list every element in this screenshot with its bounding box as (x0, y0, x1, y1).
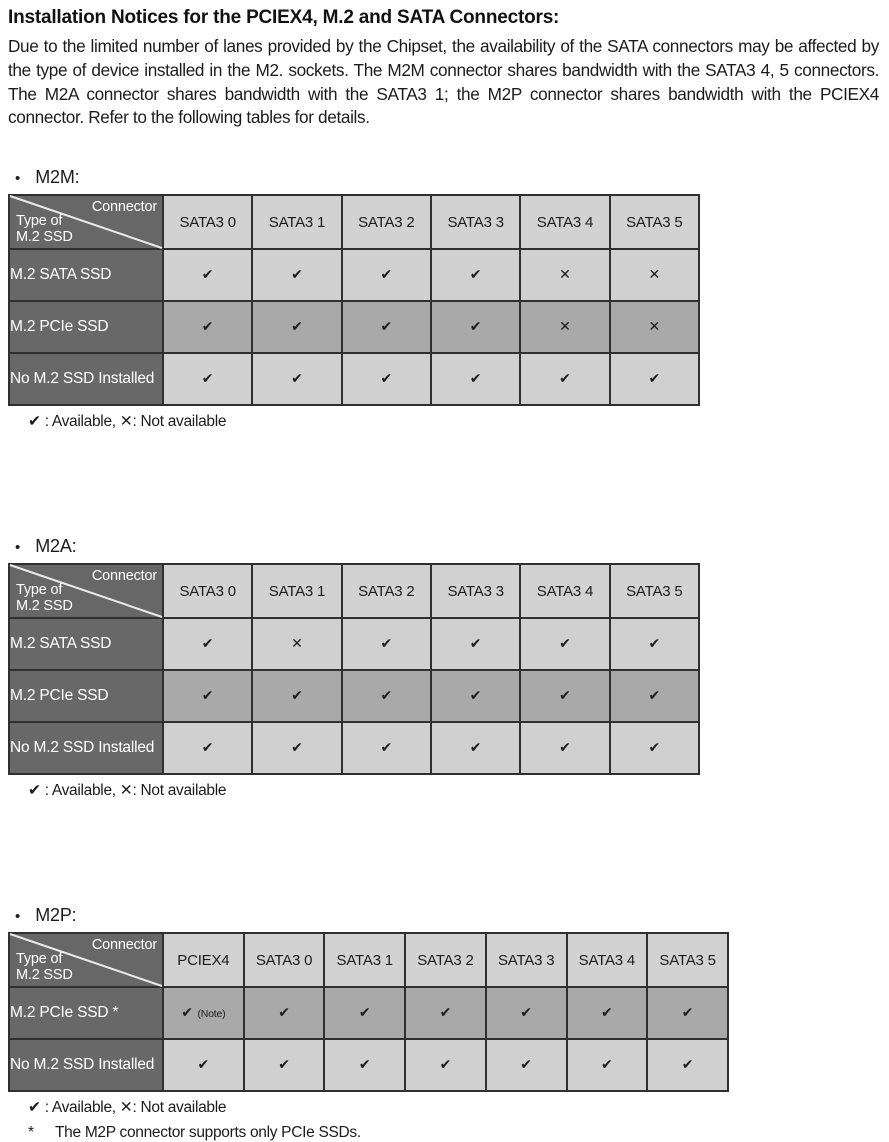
m2p-availability-table (8, 932, 729, 1092)
availability-cell (163, 618, 252, 670)
check-icon: ✔ (201, 688, 214, 705)
availability-cell (431, 301, 520, 353)
table-row (9, 618, 699, 670)
intro-paragraph: Due to the limited number of lanes provided by the Chipset, the availability of the SATA connectors may be affected by the type of device installed in the M2. sockets. The M2M connector shares bandwidth with the SATA3 4, 5 connectors. The M2A connector shares bandwidth with the SATA3 1; the M2P connector shares bandwidth with the PCIEX4 connector. Refer to the following tables for details. (8, 36, 879, 128)
check-icon: ✔ (380, 371, 393, 388)
table-row (9, 353, 699, 405)
table-body (9, 249, 699, 405)
availability-cell (610, 722, 699, 774)
availability-cell (520, 301, 609, 353)
check-icon: ✔ (291, 740, 303, 757)
column-header: SATA3 3 (431, 195, 520, 249)
corner-cell (9, 933, 163, 987)
check-icon: ✔ (439, 1005, 452, 1022)
row-header: No M.2 SSD Installed (9, 722, 163, 774)
availability-cell (431, 722, 520, 774)
availability-cell (163, 301, 252, 353)
check-icon: ✔ (559, 740, 571, 757)
bullet-heading-m2p (8, 905, 879, 927)
row-header: M.2 PCIe SSD (9, 670, 163, 722)
column-header: SATA3 1 (324, 933, 405, 987)
availability-cell (647, 987, 728, 1039)
corner-top-label: Connector (91, 937, 157, 954)
section-m2a (8, 536, 879, 800)
availability-cell (163, 353, 252, 405)
availability-cell (252, 670, 341, 722)
availability-cell (252, 353, 341, 405)
table-body (9, 987, 728, 1091)
check-icon: ✔ (648, 688, 661, 705)
check-icon: ✔ (469, 688, 482, 705)
table-row (9, 670, 699, 722)
section-label-m2a: M2A: (35, 536, 77, 557)
availability-cell (610, 249, 699, 301)
availability-cell (163, 722, 252, 774)
corner-bottom-label: Type of M.2 SSD (16, 951, 73, 984)
check-icon: ✔ (181, 1005, 193, 1022)
page-title: Installation Notices for the PCIEX4, M.2 and SATA Connectors: (8, 7, 560, 28)
column-header: SATA3 3 (431, 564, 520, 618)
availability-cell (163, 670, 252, 722)
check-icon: ✔ (358, 1057, 371, 1074)
availability-cell (405, 1039, 486, 1091)
check-icon: ✔ (469, 371, 482, 388)
availability-cell (610, 670, 699, 722)
table-row (9, 1039, 728, 1091)
availability-cell (486, 987, 567, 1039)
section-label-m2m: M2M: (35, 167, 80, 188)
availability-cell (431, 249, 520, 301)
availability-cell (252, 301, 341, 353)
column-header: SATA3 1 (252, 195, 341, 249)
check-icon: ✔ (469, 319, 482, 336)
availability-cell (647, 1039, 728, 1091)
row-header: No M.2 SSD Installed (9, 353, 163, 405)
row-header: No M.2 SSD Installed (9, 1039, 163, 1091)
corner-cell (9, 195, 163, 249)
column-header: SATA3 0 (244, 933, 325, 987)
availability-cell (610, 618, 699, 670)
check-icon: ✔ (291, 688, 303, 705)
availability-cell (342, 618, 431, 670)
availability-cell (163, 249, 252, 301)
cross-icon: ✕ (559, 267, 571, 284)
availability-cell (610, 353, 699, 405)
column-header: SATA3 2 (342, 195, 431, 249)
note-reference: (Note) (197, 1008, 226, 1021)
cross-icon: ✕ (648, 267, 661, 284)
availability-cell (163, 987, 244, 1039)
check-icon: ✔ (380, 267, 393, 284)
check-icon: ✔ (559, 636, 571, 653)
legend-m2m: ✔ : Available, ✕: Not available (28, 413, 227, 431)
column-header: SATA3 0 (163, 195, 252, 249)
availability-cell (567, 987, 648, 1039)
availability-cell (342, 249, 431, 301)
column-header: SATA3 4 (567, 933, 648, 987)
m2m-availability-table (8, 194, 700, 406)
footnote-marker: * (28, 1124, 34, 1142)
check-icon: ✔ (681, 1057, 694, 1074)
cross-icon: ✕ (559, 319, 571, 336)
check-icon: ✔ (380, 636, 393, 653)
check-icon: ✔ (559, 688, 571, 705)
bullet-heading-m2a (8, 536, 879, 558)
table-head (9, 564, 699, 618)
table-header-row (9, 564, 699, 618)
availability-cell (431, 618, 520, 670)
bullet-heading-m2m (8, 167, 879, 189)
column-header: SATA3 5 (610, 195, 699, 249)
check-icon: ✔ (439, 1057, 452, 1074)
availability-cell (431, 670, 520, 722)
column-header: SATA3 2 (342, 564, 431, 618)
check-icon: ✔ (278, 1005, 290, 1022)
check-icon: ✔ (648, 740, 661, 757)
cross-icon: ✕ (291, 636, 303, 653)
check-icon: ✔ (601, 1005, 613, 1022)
row-header: M.2 PCIe SSD * (9, 987, 163, 1039)
check-icon: ✔ (201, 319, 214, 336)
section-m2m (8, 167, 879, 431)
check-icon: ✔ (601, 1057, 613, 1074)
legend-m2p: ✔ : Available, ✕: Not available (28, 1099, 227, 1117)
availability-cell (342, 353, 431, 405)
table-row (9, 301, 699, 353)
availability-cell (520, 670, 609, 722)
check-icon: ✔ (469, 740, 482, 757)
availability-cell (520, 353, 609, 405)
check-icon: ✔ (358, 1005, 371, 1022)
availability-cell (520, 249, 609, 301)
column-header: SATA3 3 (486, 933, 567, 987)
check-icon: ✔ (469, 636, 482, 653)
availability-cell (244, 987, 325, 1039)
section-label-m2p: M2P: (35, 905, 77, 926)
table-row (9, 249, 699, 301)
check-icon: ✔ (201, 740, 214, 757)
check-icon: ✔ (291, 371, 303, 388)
availability-cell (520, 722, 609, 774)
column-header: SATA3 4 (520, 564, 609, 618)
availability-cell (405, 987, 486, 1039)
row-header: M.2 SATA SSD (9, 249, 163, 301)
availability-cell (567, 1039, 648, 1091)
check-icon: ✔ (380, 740, 393, 757)
check-icon: ✔ (469, 267, 482, 284)
check-icon: ✔ (201, 267, 214, 284)
column-header: PCIEX4 (163, 933, 244, 987)
check-icon: ✔ (520, 1005, 533, 1022)
availability-cell (342, 670, 431, 722)
check-icon: ✔ (648, 636, 661, 653)
column-header: SATA3 0 (163, 564, 252, 618)
availability-cell (324, 1039, 405, 1091)
availability-cell (610, 301, 699, 353)
table-header-row (9, 933, 728, 987)
section-m2p (8, 905, 879, 1142)
availability-cell (520, 618, 609, 670)
column-header: SATA3 1 (252, 564, 341, 618)
check-icon: ✔ (380, 319, 393, 336)
corner-top-label: Connector (91, 568, 157, 585)
column-header: SATA3 4 (520, 195, 609, 249)
corner-cell (9, 564, 163, 618)
availability-cell (252, 249, 341, 301)
m2a-availability-table (8, 563, 700, 775)
availability-cell (163, 1039, 244, 1091)
cross-icon: ✕ (648, 319, 661, 336)
bullet-icon: • (15, 170, 21, 188)
check-icon: ✔ (201, 371, 214, 388)
availability-cell (252, 618, 341, 670)
table-head (9, 933, 728, 987)
footnote-text: The M2P connector supports only PCIe SSDs. (55, 1124, 361, 1142)
row-header: M.2 SATA SSD (9, 618, 163, 670)
table-body (9, 618, 699, 774)
check-icon: ✔ (648, 371, 661, 388)
availability-cell (244, 1039, 325, 1091)
check-icon: ✔ (520, 1057, 533, 1074)
check-icon: ✔ (278, 1057, 290, 1074)
availability-cell (342, 722, 431, 774)
legend-m2a: ✔ : Available, ✕: Not available (28, 782, 227, 800)
corner-bottom-label: Type of M.2 SSD (16, 582, 73, 615)
table-header-row (9, 195, 699, 249)
corner-bottom-label: Type of M.2 SSD (16, 213, 73, 246)
column-header: SATA3 5 (647, 933, 728, 987)
footnote (28, 1123, 879, 1142)
availability-cell (324, 987, 405, 1039)
bullet-icon: • (15, 539, 21, 557)
check-icon: ✔ (291, 319, 303, 336)
check-icon: ✔ (291, 267, 303, 284)
check-icon: ✔ (380, 688, 393, 705)
row-header: M.2 PCIe SSD (9, 301, 163, 353)
column-header: SATA3 5 (610, 564, 699, 618)
corner-top-label: Connector (91, 199, 157, 216)
check-icon: ✔ (197, 1057, 210, 1074)
check-icon: ✔ (559, 371, 571, 388)
check-icon: ✔ (681, 1005, 694, 1022)
table-row (9, 987, 728, 1039)
table-head (9, 195, 699, 249)
table-row (9, 722, 699, 774)
availability-cell (486, 1039, 567, 1091)
column-header: SATA3 2 (405, 933, 486, 987)
bullet-icon: • (15, 908, 21, 926)
availability-cell (431, 353, 520, 405)
availability-cell (252, 722, 341, 774)
availability-cell (342, 301, 431, 353)
check-icon: ✔ (201, 636, 214, 653)
